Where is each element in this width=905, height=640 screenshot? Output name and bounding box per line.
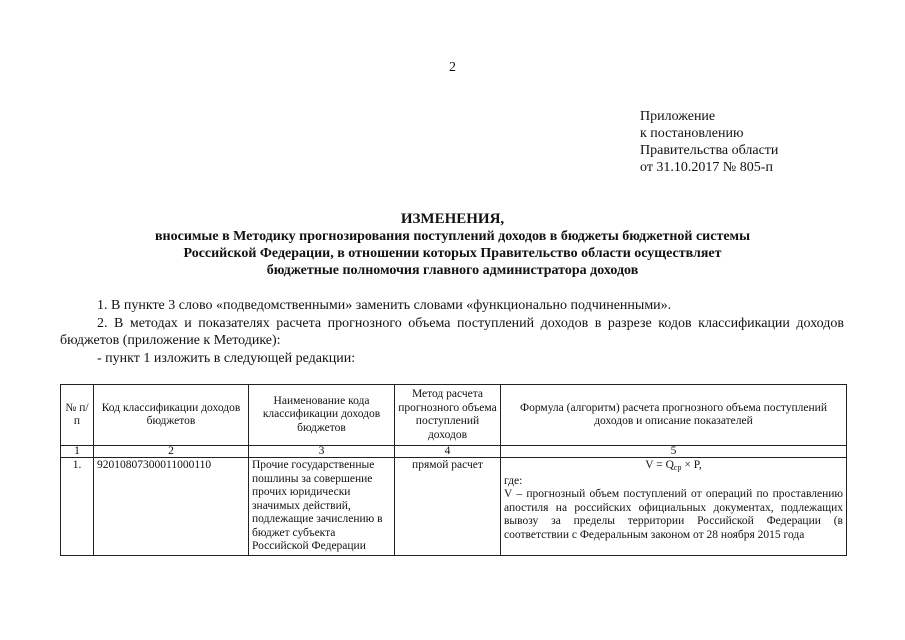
- formula-subscript: ср: [673, 463, 682, 472]
- column-number: 4: [395, 446, 501, 458]
- calculation-method: прямой расчет: [395, 458, 501, 556]
- header-cell-code: Код классификации доходов бюджетов: [94, 385, 249, 446]
- column-number: 2: [94, 446, 249, 458]
- title-line: Российской Федерации, в отношении которых Правительство области осуществляет: [183, 246, 722, 261]
- paragraph: - пункт 1 изложить в следующей редакции:: [97, 350, 356, 366]
- revenue-code: 92010807300011000110: [94, 458, 249, 556]
- appendix-line: к постановлению: [640, 126, 744, 141]
- formula-left: V = Q: [645, 459, 674, 471]
- appendix-block: [640, 108, 778, 176]
- header-cell-name: Наименование кода классификации доходов бюджетов: [249, 385, 395, 446]
- appendix-date-line: от 31.10.2017 № 805-п: [640, 160, 773, 175]
- appendix-line: Правительства области: [640, 143, 779, 158]
- title-line: вносимые в Методику прогнозирования поступлений доходов в бюджеты бюджетной системы: [154, 229, 751, 244]
- row-number: 1.: [61, 458, 94, 556]
- paragraph: 2. В методах и показателях расчета прогнозного объема поступлений доходов в разрезе кодов классификации доходов бюджетов (приложение к Методике):: [60, 315, 844, 348]
- methods-table: [60, 384, 847, 556]
- body-text: [60, 297, 844, 367]
- paragraph: 1. В пункте 3 слово «подведомственными» заменить словами «функционально подчиненными».: [97, 298, 672, 313]
- formula-description: V – прогнозный объем поступлений от операций по проставлению апостиля на российских официальных документах, подлежащих вывозу за пределы территории Российской Федерации (в соответствии с Федеральным законом от 28 ноября 2015 года: [504, 488, 843, 541]
- header-cell-formula: Формула (алгоритм) расчета прогнозного объема поступлений доходов и описание показателей: [501, 385, 847, 446]
- formula: [504, 459, 843, 475]
- formula-right: × P,: [681, 459, 702, 471]
- document-title: [0, 211, 905, 279]
- column-number: 5: [501, 446, 847, 458]
- formula-cell: [501, 458, 847, 556]
- revenue-name: Прочие государственные пошлины за совершение прочих юридически значимых действий, подлежащие зачислению в бюджет субъекта Российской Федерации: [249, 458, 395, 556]
- column-number: 1: [61, 446, 94, 458]
- title-heading: ИЗМЕНЕНИЯ,: [400, 211, 505, 227]
- title-line: бюджетные полномочия главного администратора доходов: [266, 263, 639, 278]
- header-cell-method: Метод расчета прогнозного объема поступлений доходов: [395, 385, 501, 446]
- column-numbers-row: [61, 446, 847, 458]
- column-number: 3: [249, 446, 395, 458]
- header-cell-number: № п/п: [61, 385, 94, 446]
- appendix-line: Приложение: [640, 109, 716, 124]
- table-row: [61, 458, 847, 556]
- where-label: где:: [504, 474, 523, 487]
- page-number: 2: [449, 60, 456, 75]
